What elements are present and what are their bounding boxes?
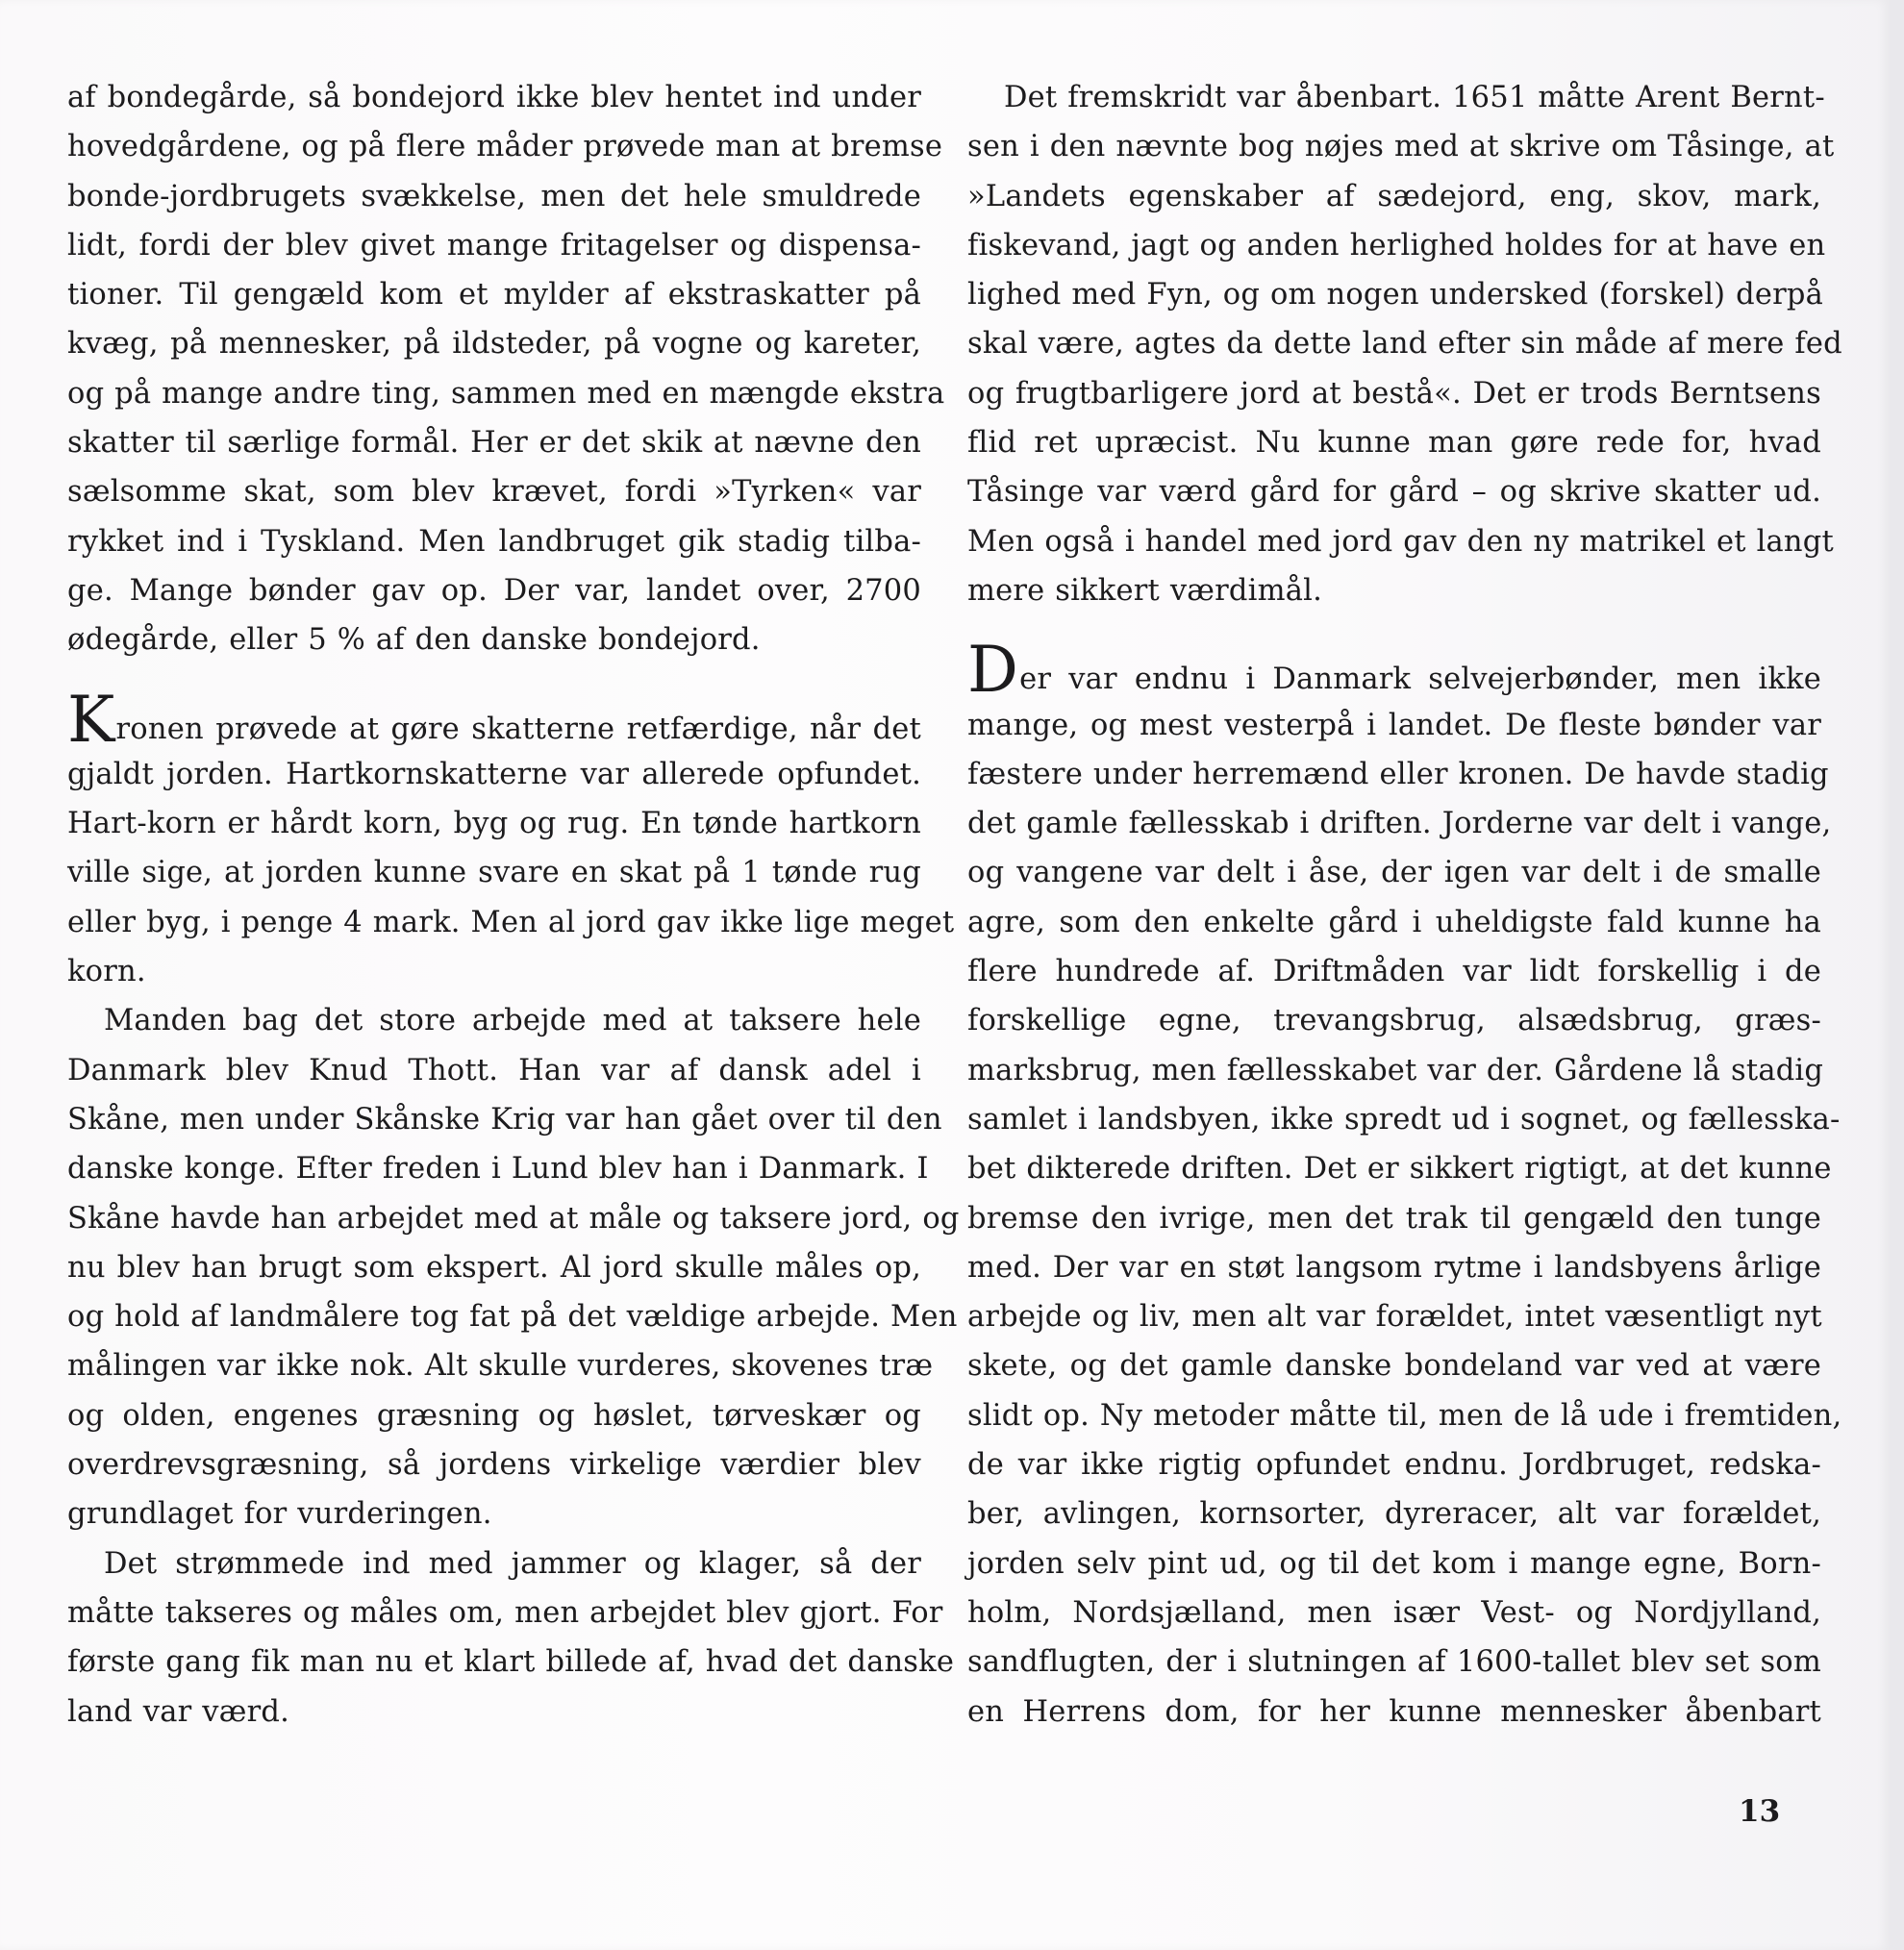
line-text: holm, Nordsjælland, men især Vest- og Nordjylland, [967,1595,1821,1630]
text-line [67,750,921,799]
line-text: Det strømmede ind med jammer og klager, så der [104,1546,921,1581]
line-text: eller byg, i penge 4 mark. Men al jord gav ikke lige meget [67,905,955,939]
line-text: danske konge. Efter freden i Lund blev han i Danmark. I [67,1152,929,1187]
line-text: sen i den nævnte bog nøjes med at skrive om Tåsinge, at [967,130,1835,164]
line-text: agre, som den enkelte gård i uheldigste fald kunne ha [967,905,1821,939]
line-text: og på mange andre ting, sammen med en mængde ekstra [67,376,945,411]
paragraph [67,682,955,997]
text-line [67,1489,921,1538]
text-line [67,221,921,270]
text-line [967,467,1821,516]
line-text: mange, og mest vesterpå i landet. De fleste bønder var [967,708,1821,742]
paragraph [67,996,960,1538]
drop-cap: K [67,682,115,757]
paragraph-gap [967,615,1821,651]
line-text: første gang fik man nu et klart billede af, hvad det danske [67,1645,955,1680]
text-line [67,172,921,221]
line-text: Skåne havde han arbejdet med at måle og taksere jord, og [67,1201,960,1236]
text-line [67,517,921,566]
line-text: Danmark blev Knud Thott. Han var af dansk adel i [67,1053,921,1088]
line-text: ge. Mange bønder gav op. Der var, landet over, 2700 [67,573,921,608]
text-line [967,947,1821,996]
line-text: og hold af landmålere tog fat på det vældige arbejde. Men [67,1300,958,1335]
text-line [967,566,1821,615]
line-text: forskellige egne, trevangsbrug, alsædsbrug, græs- [967,1004,1821,1038]
text-line [967,1440,1821,1489]
text-line [967,1046,1824,1095]
text-line [67,1588,943,1638]
line-text: bet dikterede driften. Det er sikkert rigtigt, at det kunne [967,1152,1832,1187]
line-text: af bondegårde, så bondejord ikke blev hentet ind under [67,81,921,114]
text-line [967,1292,1821,1341]
line-text: flere hundrede af. Driftmåden var lidt forskellig i de [967,955,1821,989]
line-text: korn. [67,955,146,989]
text-line [967,1243,1821,1292]
line-text: ronen prøvede at gøre skatterne retfærdige, når det [115,712,921,746]
text-line [67,898,955,947]
text-line [967,369,1821,418]
line-text: ødegårde, eller 5 % af den danske bondejord. [67,623,761,658]
line-text: rykket ind i Tyskland. Men landbruget gik stadig tilba- [67,524,921,559]
text-line [967,898,1821,947]
line-text: bremse den ivrige, men det trak til gengæld den tunge [967,1201,1821,1236]
line-text: fiskevand, jagt og anden herlighed holdes for at have en [967,228,1826,262]
line-text: mere sikkert værdimål. [967,573,1322,608]
text-line [967,1688,1821,1737]
line-text: med. Der var en støt langsom rytme i landsbyens årlige [967,1250,1821,1285]
text-line [67,1539,921,1588]
line-text: »Landets egenskaber af sædejord, eng, skov, mark, [967,179,1821,213]
text-line [67,566,921,615]
text-line [67,799,921,848]
text-line [67,1440,921,1489]
line-text: ber, avlingen, kornsorter, dyreracer, alt var forældet, [967,1497,1821,1532]
line-text: målingen var ikke nok. Alt skulle vurderes, skovenes træ [67,1349,934,1384]
line-text: Manden bag det store arbejde med at taksere hele [104,1004,921,1038]
line-text: måtte takseres og måles om, men arbejdet blev gjort. For [67,1595,943,1630]
line-text: skatter til særlige formål. Her er det skik at nævne den [67,426,921,461]
text-line [67,1144,929,1193]
page-number: 13 [1739,1794,1781,1829]
text-line [67,1638,955,1687]
text-line [67,270,921,319]
line-text: skal være, agtes da dette land efter sin måde af mere fed [967,327,1842,362]
text-line [967,996,1821,1045]
text-line [967,1144,1832,1193]
line-text: lighed med Fyn, og om nogen undersked (forskel) derpå [967,278,1824,312]
line-text: Hart-korn er hårdt korn, byg og rug. En tønde hartkorn [67,807,921,841]
text-line [67,947,921,996]
left-text-column [67,73,960,1737]
paragraph-gap [67,665,921,701]
line-text: nu blev han brugt som ekspert. Al jord skulle måles op, [67,1250,921,1285]
text-line [967,1194,1821,1243]
line-text: fæstere under herremænd eller kronen. De havde stadig [967,757,1829,791]
line-text: og frugtbarligere jord at bestå«. Det er trods Berntsens [967,376,1821,411]
text-line [967,221,1826,270]
line-text: sælsomme skat, som blev krævet, fordi »Tyrken« var [67,475,921,510]
line-text: flid ret upræcist. Nu kunne man gøre rede for, hvad [967,426,1821,461]
text-line [67,682,921,757]
text-line [967,319,1842,368]
text-line [967,122,1835,171]
text-line [967,1489,1821,1538]
line-text: skete, og det gamle danske bondeland var ved at være [967,1349,1821,1384]
line-text: Det fremskridt var åbenbart. 1651 måtte Arent Bernt- [1004,81,1825,114]
text-line [967,701,1821,750]
text-line [967,270,1824,319]
text-line [967,172,1821,221]
text-line [967,1539,1821,1588]
line-text: overdrevsgræsning, så jordens virkelige værdier blev [67,1448,921,1483]
text-line [967,1391,1842,1440]
text-line [967,799,1832,848]
paragraph [967,73,1842,615]
line-text: gjaldt jorden. Hartkornskatterne var allerede opfundet. [67,757,921,791]
text-line [67,122,943,171]
text-line [67,319,921,368]
line-text: og olden, engenes græsning og høslet, tørveskær og [67,1398,921,1433]
line-text: en Herrens dom, for her kunne mennesker åbenbart [967,1694,1821,1729]
right-text-column [967,73,1842,1737]
text-line [67,1391,921,1440]
line-text: kvæg, på mennesker, på ildsteder, på vogne og kareter, [67,327,921,362]
text-line [967,73,1825,122]
text-line [67,1688,921,1737]
text-line [67,615,921,664]
line-text: hovedgårdene, og på flere måder prøvede man at bremse [67,130,943,164]
line-text: marksbrug, men fællesskabet var der. Gårdene lå stadig [967,1053,1824,1088]
text-line [967,418,1821,467]
text-line [67,467,921,516]
line-text: ville sige, at jorden kunne svare en skat på 1 tønde rug [67,856,921,890]
text-line [67,1046,921,1095]
line-text: jorden selv pint ud, og til det kom i mange egne, Born- [967,1546,1821,1581]
text-line [967,1095,1841,1144]
text-line [967,517,1834,566]
text-line [67,73,921,122]
text-line [67,1095,942,1144]
line-text: Tåsinge var værd gård for gård – og skrive skatter ud. [967,475,1821,510]
text-line [967,633,1821,708]
line-text: og vangene var delt i åse, der igen var delt i de smalle [967,856,1821,890]
line-text: sandflugten, der i slutningen af 1600-tallet blev set som [967,1645,1821,1680]
line-text: lidt, fordi der blev givet mange fritagelser og dispensa- [67,228,921,262]
paragraph [67,1539,955,1737]
text-line [67,369,945,418]
text-line [967,1588,1821,1638]
drop-cap: D [967,633,1019,708]
line-text: arbejde og liv, men alt var forældet, intet væsentligt nyt [967,1300,1822,1335]
text-line [67,418,921,467]
text-line [67,848,921,897]
line-text: Men også i handel med jord gav den ny matrikel et langt [967,524,1834,559]
text-line [967,1638,1821,1687]
line-text: land var værd. [67,1694,289,1729]
line-text: tioner. Til gengæld kom et mylder af ekstraskatter på [67,278,921,312]
text-line [67,1194,960,1243]
line-text: det gamle fællesskab i driften. Jorderne var delt i vange, [967,807,1832,841]
paragraph [967,633,1842,1737]
text-line [67,1243,921,1292]
line-text: slidt op. Ny metoder måtte til, men de lå ude i fremtiden, [967,1398,1842,1433]
text-line [967,750,1829,799]
line-text: Skåne, men under Skånske Krig var han gået over til den [67,1102,942,1137]
text-line [67,1292,958,1341]
text-line [967,1341,1821,1390]
line-text: samlet i landsbyen, ikke spredt ud i sognet, og fællesska- [967,1102,1841,1137]
line-text: grundlaget for vurderingen. [67,1497,492,1532]
text-line [67,1341,934,1390]
text-line [67,996,921,1045]
line-text: er var endnu i Danmark selvejerbønder, men ikke [1019,662,1821,697]
line-text: de var ikke rigtig opfundet endnu. Jordbruget, redska- [967,1448,1821,1483]
line-text: bonde-jordbrugets svækkelse, men det hele smuldrede [67,179,921,213]
text-line [967,848,1821,897]
paragraph [67,73,945,665]
